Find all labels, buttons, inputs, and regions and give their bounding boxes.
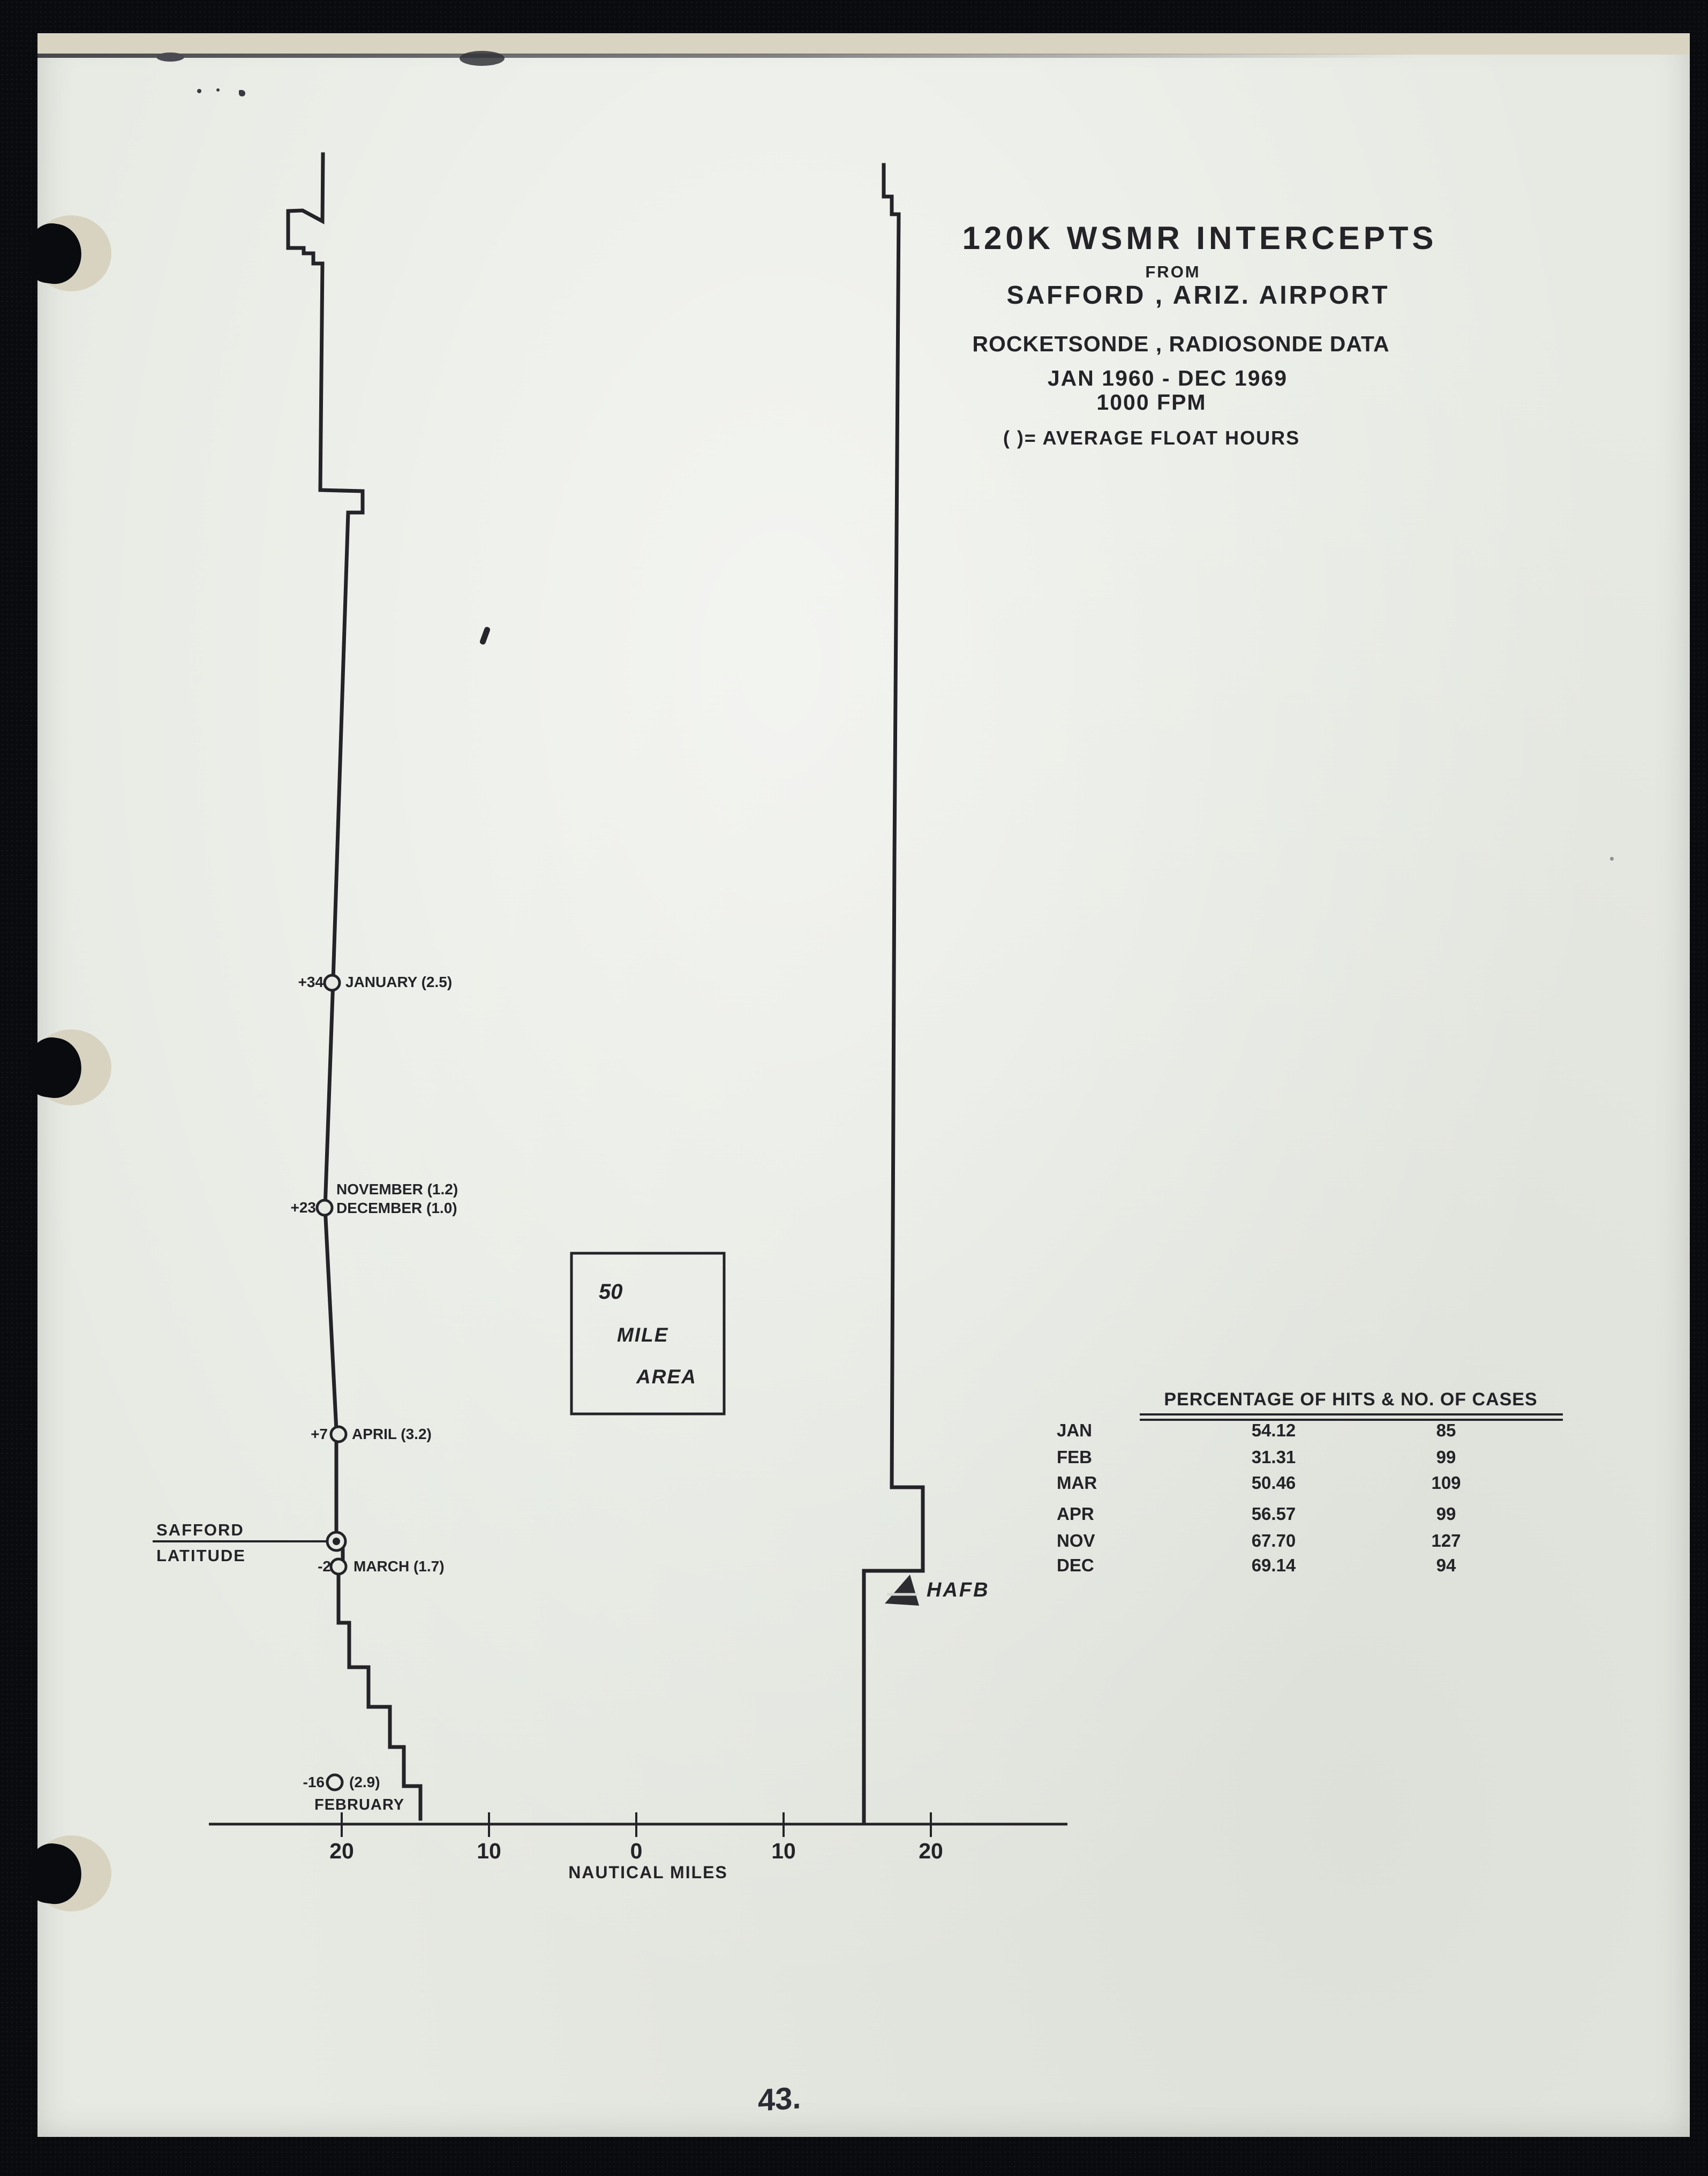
month-marker-january — [325, 975, 340, 990]
axis-title: NAUTICAL MILES — [568, 1863, 728, 1882]
table-row-month: DEC — [1057, 1555, 1094, 1575]
chart-title-location: SAFFORD , ARIZ. AIRPORT — [1006, 281, 1390, 310]
table-row-cases: 85 — [1436, 1420, 1456, 1440]
table-row-month: APR — [1057, 1504, 1094, 1524]
december-offset-label: +23 — [290, 1199, 316, 1216]
table-row-pct: 67.70 — [1251, 1531, 1296, 1550]
table-row-cases: 94 — [1436, 1555, 1456, 1575]
hafb-label: HAFB — [927, 1579, 990, 1601]
table-row-cases: 99 — [1436, 1504, 1456, 1524]
safford-label-line1: SAFFORD — [156, 1520, 244, 1539]
month-marker-april — [331, 1427, 346, 1442]
month-marker-february — [327, 1775, 342, 1790]
table-row-pct: 56.57 — [1251, 1504, 1296, 1524]
chart-title: 120K WSMR INTERCEPTS — [962, 220, 1438, 256]
chart-subtitle-dates: JAN 1960 - DEC 1969 — [1047, 366, 1288, 390]
area-box-50: 50 — [599, 1280, 623, 1304]
ink-speck — [197, 89, 201, 93]
april-label: APRIL (3.2) — [352, 1426, 432, 1442]
table-row-cases: 127 — [1431, 1531, 1461, 1550]
table-row-month: FEB — [1057, 1447, 1092, 1467]
axis-tick-label: 20 — [329, 1839, 354, 1863]
ink-speck — [1610, 857, 1614, 861]
safford-label-line2: LATITUDE — [156, 1546, 246, 1565]
table-row-month: JAN — [1057, 1420, 1093, 1440]
axis-tick-label: 0 — [630, 1839, 643, 1863]
safford-latitude-marker-center — [333, 1538, 340, 1545]
march-label: MARCH (1.7) — [353, 1558, 445, 1575]
table-header: PERCENTAGE OF HITS & NO. OF CASES — [1164, 1389, 1538, 1410]
ink-speck — [239, 90, 245, 96]
january-label: JANUARY (2.5) — [345, 974, 453, 990]
axis-tick-label: 10 — [771, 1839, 796, 1863]
december-label: DECEMBER (1.0) — [336, 1200, 457, 1216]
table-row-pct: 31.31 — [1251, 1447, 1296, 1467]
table-row-cases: 99 — [1436, 1447, 1456, 1467]
january-offset-label: +34 — [298, 974, 323, 990]
chart-title-from: FROM — [1145, 262, 1201, 281]
table-row-cases: 109 — [1431, 1473, 1461, 1493]
hafb-triangle-icon — [885, 1575, 919, 1606]
axis-tick-label: 20 — [919, 1839, 943, 1863]
chart-subtitle-data: ROCKETSONDE , RADIOSONDE DATA — [972, 332, 1390, 356]
february-label: FEBRUARY — [314, 1796, 405, 1813]
table-row-pct: 69.14 — [1251, 1555, 1296, 1575]
table-row-month: NOV — [1057, 1531, 1095, 1550]
march-offset-label: -2 — [318, 1558, 331, 1575]
axis-tick-label: 10 — [477, 1839, 501, 1863]
chart-subtitle-fpm: 1000 FPM — [1096, 390, 1207, 415]
page-number: 43. — [758, 2080, 801, 2118]
chart-legend-note: ( )= AVERAGE FLOAT HOURS — [1003, 427, 1300, 449]
february-hours-label: (2.9) — [349, 1774, 380, 1790]
table-row-pct: 50.46 — [1251, 1473, 1296, 1493]
november-label: NOVEMBER (1.2) — [336, 1181, 458, 1198]
area-box-area: AREA — [636, 1366, 697, 1388]
month-marker-december — [317, 1200, 332, 1215]
wsmr-east-boundary-line — [864, 165, 923, 1823]
ink-speck — [216, 88, 220, 92]
april-offset-label: +7 — [311, 1426, 328, 1442]
table-row-pct: 54.12 — [1251, 1420, 1296, 1440]
month-marker-march — [331, 1559, 346, 1574]
table-row-month: MAR — [1057, 1473, 1097, 1493]
february-offset-label: -16 — [303, 1774, 325, 1790]
area-box-mile: MILE — [617, 1324, 669, 1346]
